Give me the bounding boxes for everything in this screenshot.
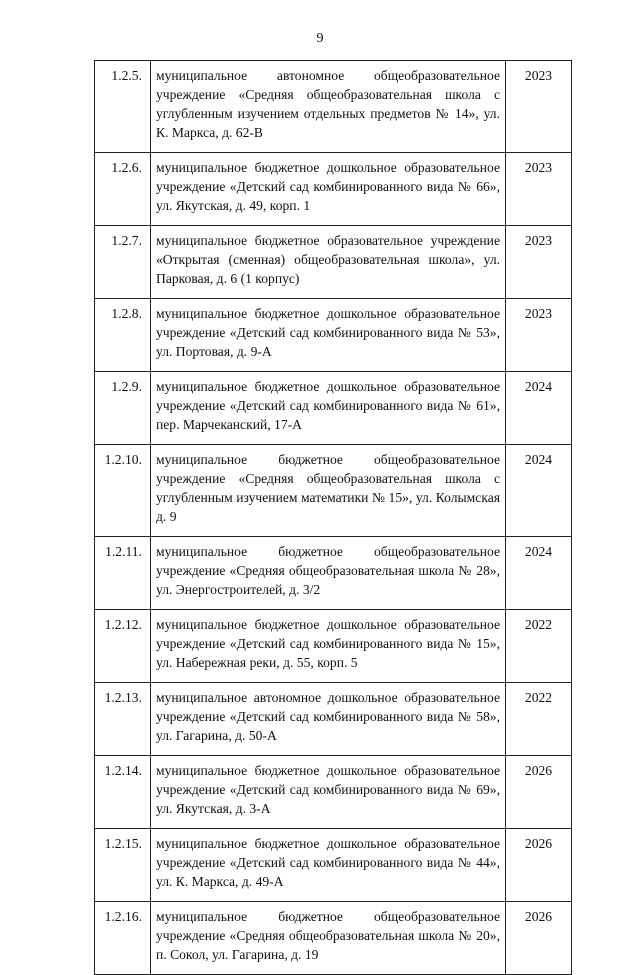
row-number: 1.2.10.	[95, 445, 151, 537]
table-row	[95, 829, 572, 902]
institution-description: муниципальное бюджетное образовательное учреждение «Открытая (сменная) общеобразовательная школа», ул. Парковая, д. 6 (1 корпус)	[151, 226, 506, 299]
row-number: 1.2.12.	[95, 610, 151, 683]
table-row	[95, 445, 572, 537]
institution-description: муниципальное бюджетное дошкольное образовательное учреждение «Детский сад комбинированного вида № 44», ул. К. Маркса, д. 49-А	[151, 829, 506, 902]
row-year: 2024	[506, 372, 572, 445]
institution-description: муниципальное бюджетное дошкольное образовательное учреждение «Детский сад комбинированного вида № 69», ул. Якутская, д. 3-А	[151, 756, 506, 829]
institution-description: муниципальное бюджетное общеобразовательное учреждение «Средняя общеобразовательная школа с углубленным изучением математики № 15», ул. Колымская д. 9	[151, 445, 506, 537]
table-body	[95, 61, 572, 975]
institution-description: муниципальное бюджетное общеобразовательное учреждение «Средняя общеобразовательная школа № 28», ул. Энергостроителей, д. 3/2	[151, 537, 506, 610]
institution-description: муниципальное бюджетное общеобразовательное учреждение «Средняя общеобразовательная школа № 20», п. Сокол, ул. Гагарина, д. 19	[151, 902, 506, 975]
table-row	[95, 153, 572, 226]
institution-description: муниципальное автономное дошкольное образовательное учреждение «Детский сад комбинированного вида № 58», ул. Гагарина, д. 50-А	[151, 683, 506, 756]
row-year: 2026	[506, 829, 572, 902]
row-number: 1.2.16.	[95, 902, 151, 975]
row-year: 2024	[506, 445, 572, 537]
institution-description: муниципальное автономное общеобразовательное учреждение «Средняя общеобразовательная школа с углубленным изучением отдельных предметов № 14», ул. К. Маркса, д. 62-В	[151, 61, 506, 153]
institution-description: муниципальное бюджетное дошкольное образовательное учреждение «Детский сад комбинированного вида № 61», пер. Марчеканский, 17-А	[151, 372, 506, 445]
row-number: 1.2.11.	[95, 537, 151, 610]
table-row	[95, 61, 572, 153]
table-row	[95, 372, 572, 445]
institution-description: муниципальное бюджетное дошкольное образовательное учреждение «Детский сад комбинированного вида № 66», ул. Якутская, д. 49, корп. 1	[151, 153, 506, 226]
row-number: 1.2.15.	[95, 829, 151, 902]
row-number: 1.2.8.	[95, 299, 151, 372]
table-row	[95, 226, 572, 299]
row-number: 1.2.13.	[95, 683, 151, 756]
row-year: 2023	[506, 61, 572, 153]
institutions-table	[94, 60, 572, 975]
row-year: 2022	[506, 683, 572, 756]
row-year: 2023	[506, 226, 572, 299]
row-number: 1.2.7.	[95, 226, 151, 299]
row-number: 1.2.5.	[95, 61, 151, 153]
row-year: 2026	[506, 902, 572, 975]
row-number: 1.2.14.	[95, 756, 151, 829]
table-row	[95, 756, 572, 829]
institution-description: муниципальное бюджетное дошкольное образовательное учреждение «Детский сад комбинированного вида № 53», ул. Портовая, д. 9-А	[151, 299, 506, 372]
row-year: 2026	[506, 756, 572, 829]
institution-description: муниципальное бюджетное дошкольное образовательное учреждение «Детский сад комбинированного вида № 15», ул. Набережная реки, д. 55, корп. 5	[151, 610, 506, 683]
page-number: 9	[316, 31, 324, 46]
row-year: 2023	[506, 153, 572, 226]
row-year: 2024	[506, 537, 572, 610]
row-number: 1.2.6.	[95, 153, 151, 226]
table-row	[95, 610, 572, 683]
row-number: 1.2.9.	[95, 372, 151, 445]
table-row	[95, 683, 572, 756]
table-row	[95, 537, 572, 610]
row-year: 2022	[506, 610, 572, 683]
table-row	[95, 299, 572, 372]
row-year: 2023	[506, 299, 572, 372]
table-row	[95, 902, 572, 975]
